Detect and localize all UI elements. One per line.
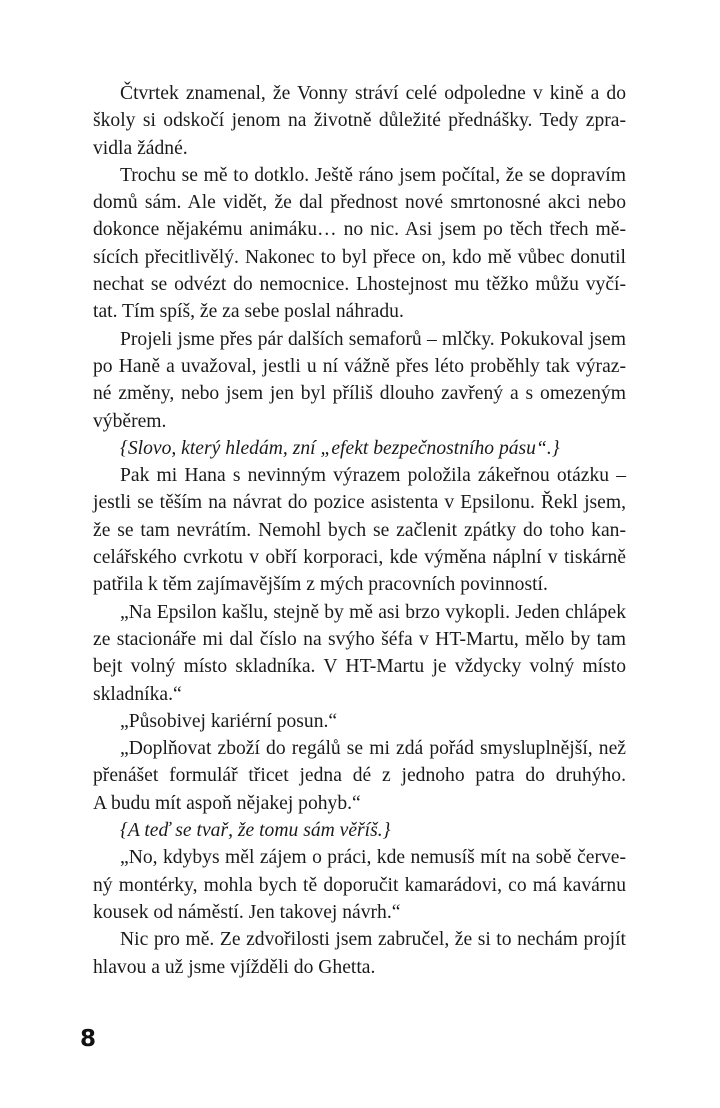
text-line: „Na Epsilon kašlu, stejně by mě asi brzo vykopli. Jeden chlápek xyxy=(120,601,626,623)
text-line: vidla žádné. xyxy=(93,137,188,159)
text-line: hlavou a už jsme vjížděli do Ghetta. xyxy=(93,956,376,978)
text-line: celářského cvrkotu v obří korporaci, kde výměna náplní v tiskárně xyxy=(93,547,626,569)
text-line: tat. Tím spíš, že za sebe poslal náhradu. xyxy=(93,301,404,323)
text-line: Trochu se mě to dotklo. Ještě ráno jsem počítal, že se dopravím xyxy=(120,164,626,186)
text-line: že se tam nevrátím. Nemohl bych se začlenit zpátky do toho kan- xyxy=(93,519,626,541)
text-line: Čtvrtek znamenal, že Vonny stráví celé odpoledne v kině a do xyxy=(120,83,626,104)
text-line: ze stacionáře mi dal číslo na svýho šéfa v HT-Martu, mělo by tam xyxy=(93,628,626,650)
page-number: 8 xyxy=(80,1026,97,1052)
text-line: „No, kdybys měl zájem o práci, kde nemusíš mít na sobě červe- xyxy=(120,847,626,869)
text-line: A budu mít aspoň nějakej pohyb.“ xyxy=(93,792,361,814)
text-line: sících přecitlivělý. Nakonec to byl přece on, kdo mě vůbec donutil xyxy=(93,246,626,268)
text-line: „Doplňovat zboží do regálů se mi zdá pořád smysluplnější, než xyxy=(120,738,626,760)
text-line: skladníka.“ xyxy=(93,683,182,705)
text-line: školy si odskočí jenom na životně důležité přednášky. Tedy zpra- xyxy=(93,110,626,132)
text-line: dokonce nějakému animáku… no nic. Asi jsem po těch třech mě- xyxy=(93,219,626,241)
thought-line: {A teď se tvař, že tomu sám věříš.} xyxy=(120,820,391,842)
text-line: jestli se těším na návrat do pozice asistenta v Epsilonu. Řekl jsem, xyxy=(93,492,626,514)
text-line: „Působivej kariérní posun.“ xyxy=(120,710,338,732)
text-line: né změny, nebo jsem jen byl příliš dlouho zavřený a s omezeným xyxy=(93,383,626,405)
text-line: Projeli jsme přes pár dalších semaforů – mlčky. Pokukoval jsem xyxy=(120,328,626,350)
text-line: kousek od náměstí. Jen takovej návrh.“ xyxy=(93,901,401,923)
text-line: bejt volný místo skladníka. V HT-Martu je vždycky volný místo xyxy=(93,656,626,678)
body-text xyxy=(93,80,626,981)
text-line: patřila k těm zajímavějším z mých pracovních povinností. xyxy=(93,574,548,596)
text-line: nechat se odvézt do nemocnice. Lhostejnost mu těžko můžu vyčí- xyxy=(93,274,626,296)
text-line: Pak mi Hana s nevinným výrazem položila zákeřnou otázku – xyxy=(120,465,626,487)
thought-line: {Slovo, který hledám, zní „efekt bezpečnostního pásu“.} xyxy=(120,437,560,459)
text-line: výběrem. xyxy=(93,410,167,432)
text-line: ný montérky, mohla bych tě doporučit kamarádovi, co má kavárnu xyxy=(93,874,626,896)
text-line: po Haně a uvažoval, jestli u ní vážně přes léto proběhly tak výraz- xyxy=(93,355,626,377)
text-line: přenášet formulář třicet jedna dé z jednoho patra do druhýho. xyxy=(93,765,626,787)
text-line: domů sám. Ale vidět, že dal přednost nové smrtonosné akci nebo xyxy=(93,192,626,214)
text-line: Nic pro mě. Ze zdvořilosti jsem zabručel, že si to nechám projít xyxy=(120,929,626,951)
